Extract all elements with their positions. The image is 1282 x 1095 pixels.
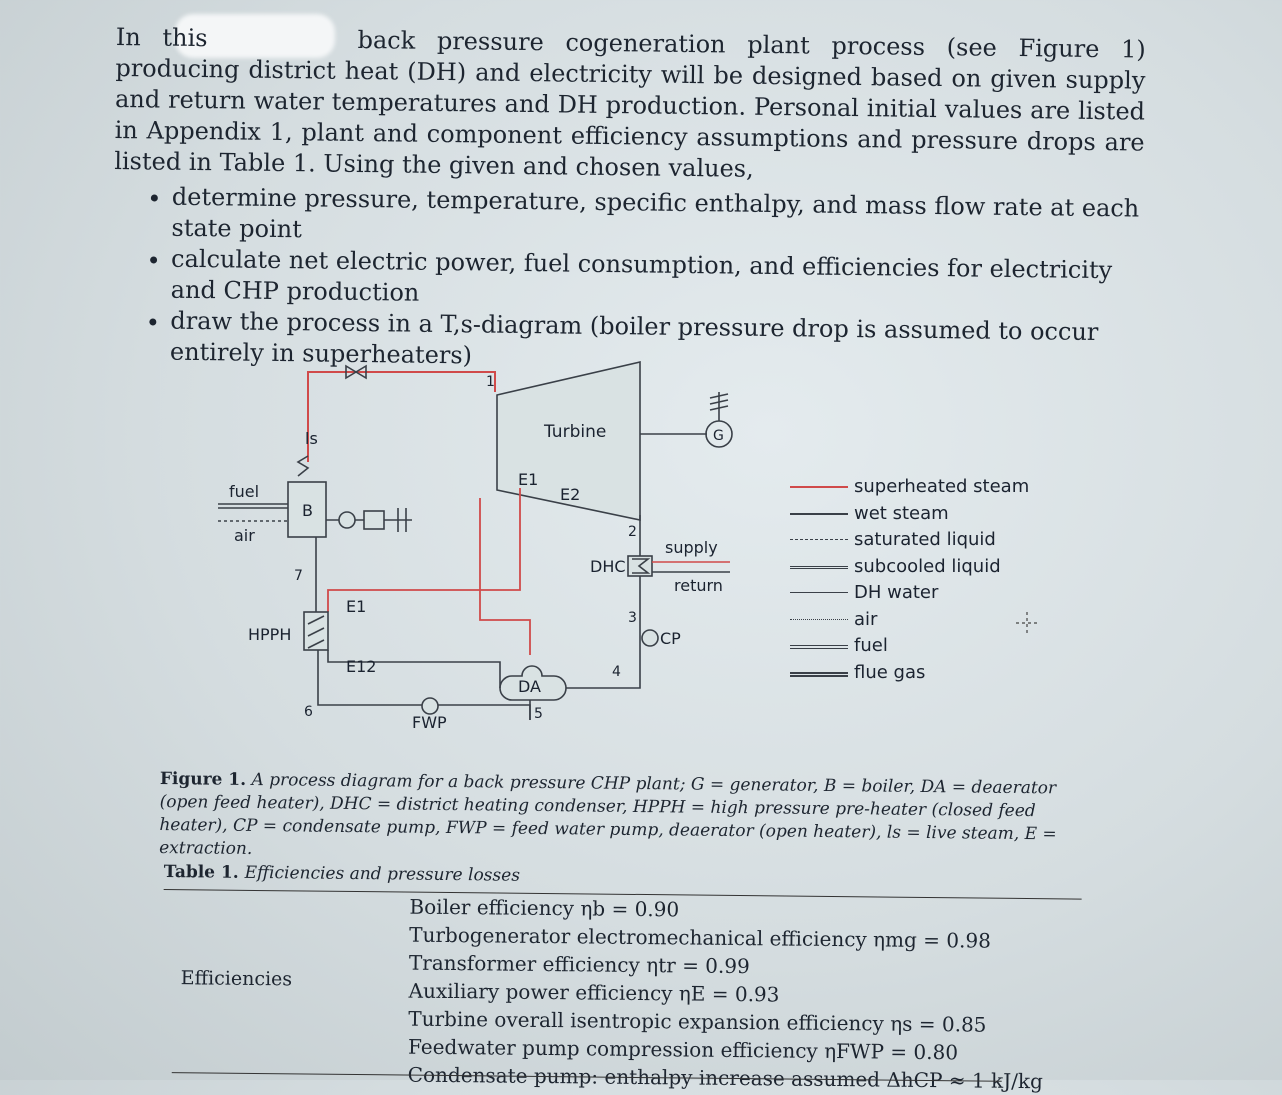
legend-item: [790, 474, 1029, 501]
legend-swatch: [790, 539, 848, 540]
diagram-legend: [790, 474, 1029, 686]
legend-swatch: [790, 645, 848, 649]
legend-swatch: [790, 566, 848, 569]
legend-label: saturated liquid: [854, 529, 996, 550]
table-title-rest: Efficiencies and pressure losses: [244, 862, 521, 886]
condensate-pump-icon: [642, 630, 658, 646]
intro-lead: In this: [115, 22, 208, 53]
task-item: • determine pressure, temperature, specific enthalpy, and mass flow rate at each state point: [171, 182, 1144, 256]
label-ls: ls: [305, 429, 318, 448]
task-item: • calculate net electric power, fuel consumption, and efficiencies for electricity and CHP production: [171, 244, 1144, 318]
generator-output-ticks: [710, 394, 728, 410]
legend-label: flue gas: [854, 661, 926, 683]
legend-label: DH water: [854, 582, 939, 603]
table-rows: [408, 892, 1104, 1095]
legend-label: fuel: [854, 635, 888, 656]
label-return: return: [674, 576, 723, 595]
label-cp: CP: [660, 629, 681, 648]
label-node-1: 1: [486, 374, 495, 390]
legend-item: [790, 633, 1029, 660]
legend-swatch: [790, 619, 848, 620]
feedwater-pump-icon: [422, 698, 438, 714]
legend-item: [790, 607, 1029, 634]
label-da: DA: [518, 677, 541, 696]
label-hpph: HPPH: [248, 625, 292, 644]
label-dhc: DHC: [590, 557, 626, 576]
label-fuel: fuel: [229, 482, 260, 501]
label-node-6: 6: [304, 704, 313, 720]
flue-fan-icon: [339, 512, 355, 528]
label-air: air: [234, 526, 255, 545]
legend-item: [790, 660, 1029, 687]
legend-swatch: [790, 672, 848, 677]
table-category: Efficiencies: [180, 967, 293, 991]
condensate-line: [566, 576, 640, 688]
table-row: Transformer efficiency ηtr = 0.99: [408, 950, 750, 978]
table-row: Condensate pump: enthalpy increase assumed ΔhCP ≈ 1 kJ/kg: [407, 1062, 1043, 1093]
extraction-e2-line: [480, 498, 530, 655]
caption-text: A process diagram for a back pressure CHP plant; G = generator, B = boiler, DA = deaerator (open feed heater), DHC = district heating condenser, HPPH = high pressure pre-heater (closed feed heater), CP = condensate pump, FWP = feed water pump, deaerator (open heater), ls = live steam, E = extraction.: [159, 769, 1057, 859]
table-title-lead: Table 1.: [163, 861, 239, 883]
legend-item: [790, 501, 1029, 528]
label-node-3: 3: [628, 610, 637, 626]
legend-swatch: [790, 486, 848, 488]
task-item: • draw the process in a T,s-diagram (boiler pressure drop is assumed to occur entirely in superheaters): [170, 306, 1143, 380]
label-e1-top: E1: [518, 470, 539, 489]
legend-label: subcooled liquid: [854, 555, 1001, 577]
label-turbine: Turbine: [544, 422, 607, 442]
legend-label: wet steam: [854, 502, 949, 524]
safety-valve-ls: [298, 456, 308, 476]
label-boiler: B: [302, 501, 313, 520]
legend-label: air: [854, 608, 878, 630]
label-supply: supply: [665, 538, 718, 557]
label-node-2: 2: [628, 524, 637, 540]
label-e1: E1: [346, 597, 367, 616]
legend-item: [790, 527, 1029, 554]
efficiency-table: [162, 858, 1104, 1095]
table-row: Feedwater pump compression efficiency ηFWP = 0.80: [407, 1034, 959, 1064]
table-row: Turbine overall isentropic expansion efficiency ηs = 0.85: [408, 1006, 987, 1037]
table-row: Turbogenerator electromechanical efficiency ηmg = 0.98: [409, 922, 992, 953]
legend-item: [790, 580, 1029, 607]
legend-item: [790, 554, 1029, 581]
legend-swatch: [790, 513, 848, 515]
label-node-4: 4: [612, 664, 621, 680]
label-generator: G: [713, 428, 724, 444]
intro-rest: back pressure cogeneration plant process (see Figure 1) producing district heat (DH) and electricity will be designed based on given supply and return water temperatures and DH production. Personal initial values are listed in Appendix 1, plant and component efficiency assumptions and pressure drops are listed in Table 1. Using the given and chosen values,: [114, 25, 1146, 183]
legend-swatch: [790, 592, 848, 593]
label-e2: E2: [560, 485, 581, 504]
flue-filter-icon: [364, 511, 384, 529]
live-steam-line: [308, 372, 495, 462]
table-row: Boiler efficiency ηb = 0.90: [409, 894, 680, 921]
label-node-5: 5: [534, 706, 543, 722]
label-node-7: 7: [294, 568, 303, 584]
label-fwp: FWP: [412, 713, 447, 732]
table-row: Auxiliary power efficiency ηE = 0.93: [408, 978, 780, 1006]
extraction-e1-line: [328, 488, 520, 612]
label-e12: E12: [346, 657, 377, 676]
legend-label: superheated steam: [854, 476, 1030, 497]
caption-lead: Figure 1.: [159, 768, 247, 790]
figure-caption: [159, 768, 1100, 870]
